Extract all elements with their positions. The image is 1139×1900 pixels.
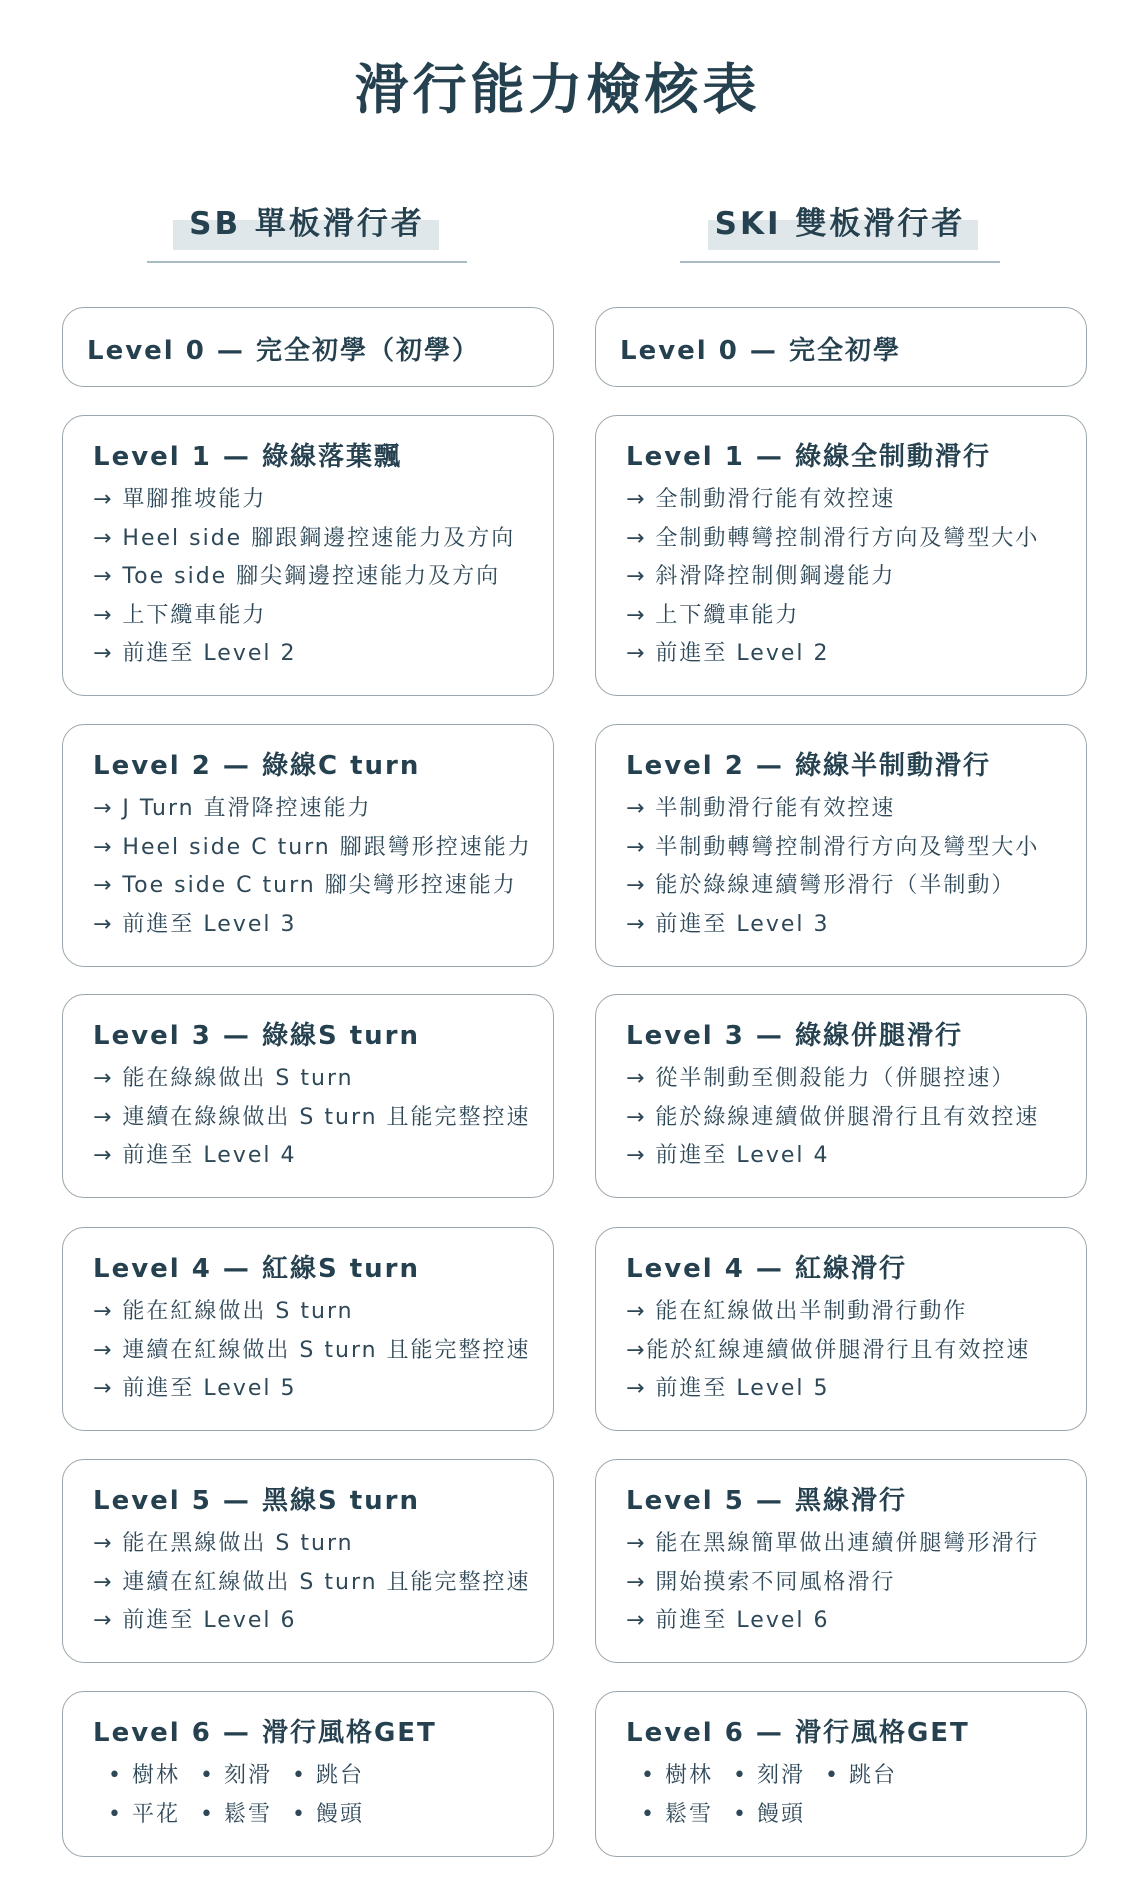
sb-level-5-card <box>62 1459 554 1663</box>
sb-level-1-card <box>62 415 554 696</box>
checklist-item: → 半制動轉彎控制滑行方向及彎型大小 <box>626 834 1040 860</box>
ski-level-4-card <box>595 1227 1087 1431</box>
style-bullet-item: • 跳台 <box>825 1763 897 1788</box>
level-heading: Level 1 — 綠線落葉飄 <box>93 442 402 472</box>
checklist-item: →能於紅線連續做併腿滑行且有效控速 <box>626 1337 1031 1363</box>
checklist-item: → 開始摸索不同風格滑行 <box>626 1569 896 1595</box>
checklist-item: → 前進至 Level 2 <box>93 641 297 666</box>
header-underline <box>680 261 1000 263</box>
checklist-item: → 能在黑線做出 S turn <box>93 1531 354 1556</box>
level-heading: Level 4 — 紅線S turn <box>93 1254 420 1284</box>
style-bullet-item: • 饅頭 <box>292 1801 364 1827</box>
level-heading: Level 3 — 綠線S turn <box>93 1021 420 1051</box>
level-heading: Level 1 — 綠線全制動滑行 <box>626 442 991 472</box>
checklist-item: → 全制動轉彎控制滑行方向及彎型大小 <box>626 525 1040 551</box>
checklist-item: → 能在紅線做出半制動滑行動作 <box>626 1299 968 1324</box>
column-header-ski <box>680 198 1000 264</box>
style-bullet-item: • 跳台 <box>292 1763 364 1788</box>
level-heading: Level 6 — 滑行風格GET <box>93 1718 437 1748</box>
checklist-item: → 單腳推坡能力 <box>93 487 267 512</box>
checklist-item: → 前進至 Level 6 <box>626 1608 830 1633</box>
ski-level-6-card <box>595 1691 1087 1857</box>
checklist-item: → 能在紅線做出 S turn <box>93 1299 354 1324</box>
column-header-ski-label: SKI 雙板滑行者 <box>714 206 966 242</box>
style-bullet-item: • 樹林 <box>641 1763 713 1788</box>
sb-level-2-card <box>62 724 554 967</box>
checklist-item: → 連續在紅線做出 S turn 且能完整控速 <box>93 1337 531 1363</box>
checklist-item: → 前進至 Level 5 <box>93 1376 297 1401</box>
level-heading: Level 4 — 紅線滑行 <box>626 1254 907 1284</box>
style-bullet-row <box>641 1761 917 1791</box>
ski-level-5-card <box>595 1459 1087 1663</box>
checklist-item: → Toe side 腳尖鋼邊控速能力及方向 <box>93 564 501 589</box>
style-bullet-item: • 鬆雪 <box>200 1801 272 1827</box>
column-header-sb-label: SB 單板滑行者 <box>189 206 425 242</box>
checklist-item: → 前進至 Level 4 <box>626 1143 830 1168</box>
checklist-item: → Heel side 腳跟鋼邊控速能力及方向 <box>93 525 516 551</box>
level-heading: Level 0 — 完全初學（初學） <box>87 336 480 366</box>
checklist-item: → Heel side C turn 腳跟彎形控速能力 <box>93 834 532 860</box>
style-bullet-row <box>108 1761 384 1791</box>
checklist-item: → 前進至 Level 5 <box>626 1376 830 1401</box>
checklist-item: → 連續在紅線做出 S turn 且能完整控速 <box>93 1569 531 1595</box>
page-title: 滑行能力檢核表 <box>354 58 761 121</box>
column-header-sb <box>147 198 467 264</box>
ski-level-2-card <box>595 724 1087 967</box>
style-bullet-item: • 鬆雪 <box>641 1801 713 1827</box>
header-underline <box>147 261 467 263</box>
sb-level-4-card <box>62 1227 554 1431</box>
checklist-item: → 前進至 Level 3 <box>93 911 297 937</box>
checklist-item: → 前進至 Level 6 <box>93 1608 297 1633</box>
style-bullet-item: • 刻滑 <box>200 1763 272 1788</box>
style-bullet-item: • 平花 <box>108 1801 180 1827</box>
checklist-item: → 連續在綠線做出 S turn 且能完整控速 <box>93 1104 531 1130</box>
checklist-item: → 上下纜車能力 <box>93 602 267 628</box>
checklist-item: → J Turn 直滑降控速能力 <box>93 796 372 821</box>
style-bullet-item: • 樹林 <box>108 1763 180 1788</box>
level-heading: Level 6 — 滑行風格GET <box>626 1718 970 1748</box>
checklist-item: → 全制動滑行能有效控速 <box>626 487 896 512</box>
checklist-item: → 半制動滑行能有效控速 <box>626 796 896 821</box>
level-heading: Level 0 — 完全初學 <box>620 336 901 366</box>
checklist-item: → 斜滑降控制側鋼邊能力 <box>626 564 896 589</box>
checklist-item: → 能於綠線連續彎形滑行（半制動） <box>626 873 1016 898</box>
sb-level-6-card <box>62 1691 554 1857</box>
sb-level-0-card <box>62 307 554 387</box>
level-heading: Level 2 — 綠線半制動滑行 <box>626 751 991 781</box>
style-bullet-item: • 饅頭 <box>733 1801 805 1827</box>
style-bullet-item: • 刻滑 <box>733 1763 805 1788</box>
checklist-item: → Toe side C turn 腳尖彎形控速能力 <box>93 873 517 898</box>
style-bullet-row <box>108 1800 384 1830</box>
level-heading: Level 2 — 綠線C turn <box>93 751 421 781</box>
checklist-item: → 前進至 Level 3 <box>626 911 830 937</box>
style-bullet-row <box>641 1800 825 1830</box>
checklist-item: → 能在綠線做出 S turn <box>93 1066 354 1091</box>
level-heading: Level 5 — 黑線S turn <box>93 1486 420 1516</box>
ski-level-3-card <box>595 994 1087 1198</box>
checklist-item: → 從半制動至側殺能力（併腿控速） <box>626 1066 1016 1091</box>
level-heading: Level 3 — 綠線併腿滑行 <box>626 1021 963 1051</box>
checklist-item: → 能於綠線連續做併腿滑行且有效控速 <box>626 1104 1040 1130</box>
checklist-item: → 前進至 Level 2 <box>626 641 830 666</box>
sb-level-3-card <box>62 994 554 1198</box>
ski-level-0-card <box>595 307 1087 387</box>
checklist-item: → 上下纜車能力 <box>626 602 800 628</box>
level-heading: Level 5 — 黑線滑行 <box>626 1486 907 1516</box>
checklist-item: → 前進至 Level 4 <box>93 1143 297 1168</box>
ski-level-1-card <box>595 415 1087 696</box>
checklist-item: → 能在黑線簡單做出連續併腿彎形滑行 <box>626 1531 1040 1556</box>
